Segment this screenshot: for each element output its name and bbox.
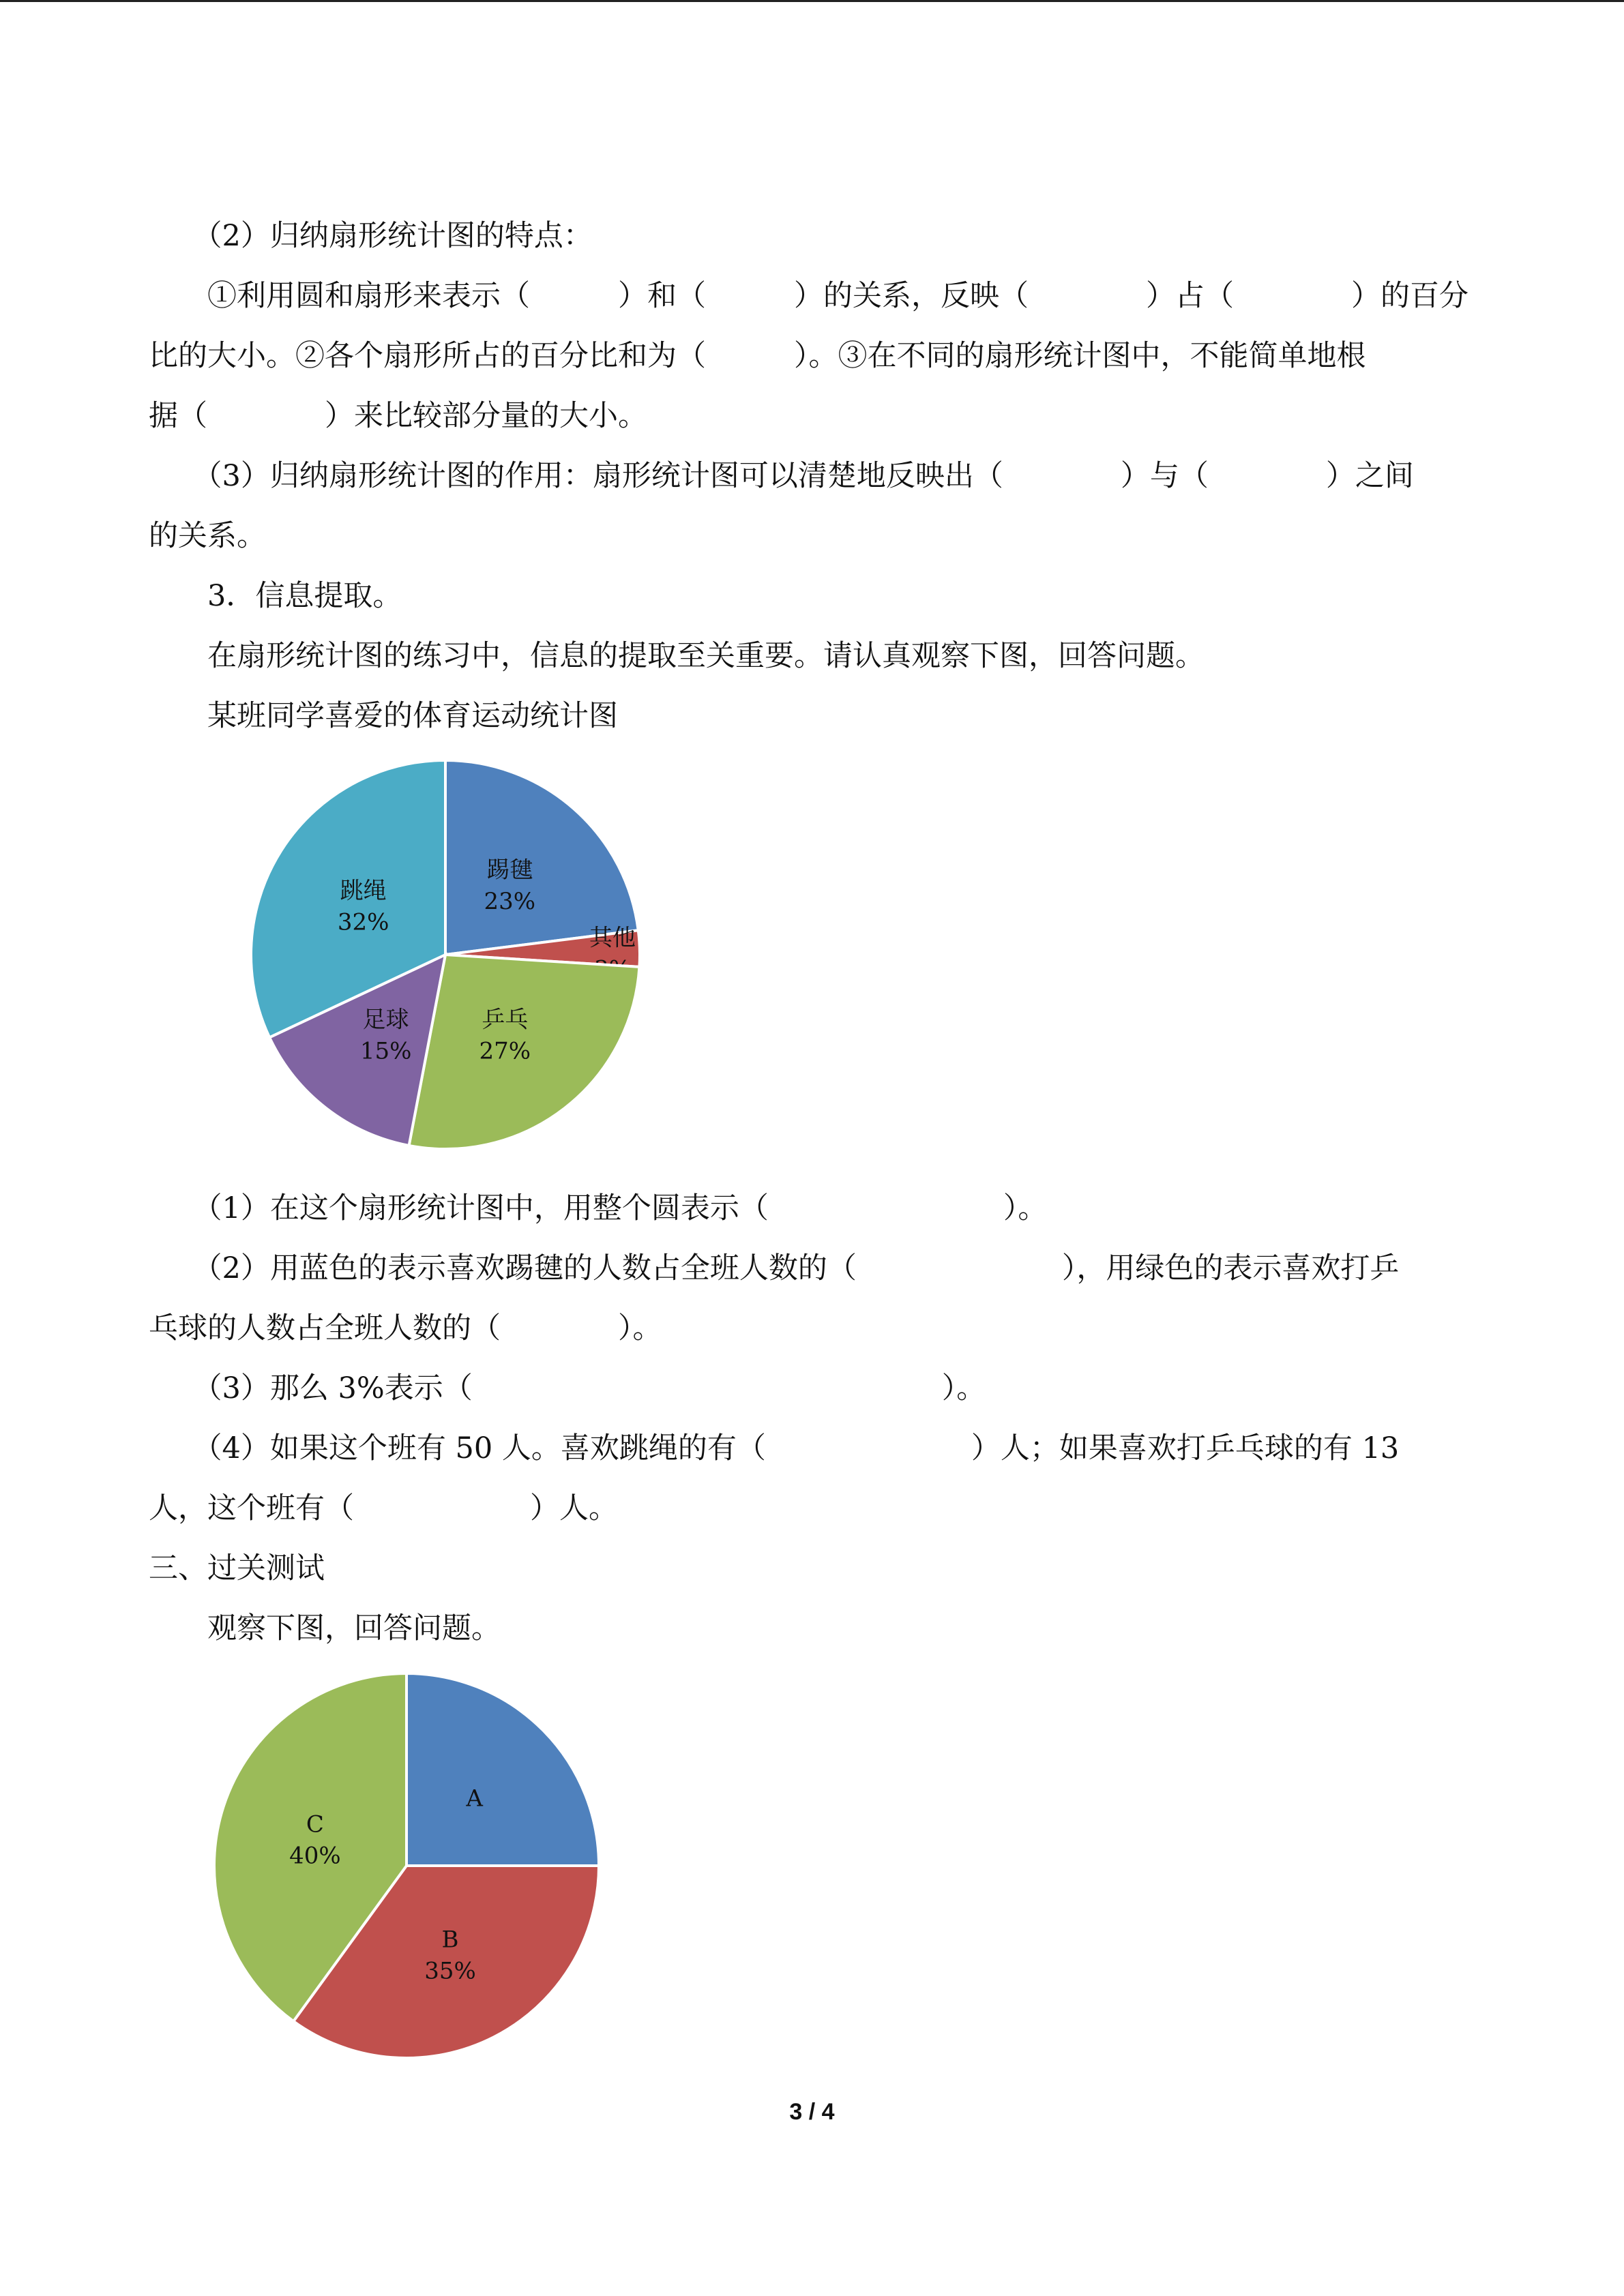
slice-label: 踢毽 bbox=[486, 856, 533, 884]
text-line: 据（ ）来比较部分量的大小。 bbox=[149, 399, 647, 433]
text-line: 在扇形统计图的练习中，信息的提取至关重要。请认真观察下图，回答问题。 bbox=[149, 639, 1205, 673]
question-line: （3）那么 3%表示（ ）。 bbox=[149, 1371, 986, 1405]
sports-pie-chart bbox=[239, 736, 662, 1173]
page-number: 3 / 4 bbox=[789, 2099, 835, 2125]
slice-percent-label: 23% bbox=[484, 888, 536, 916]
slice-label: 足球 bbox=[362, 1006, 409, 1034]
pie-slice-A bbox=[407, 1673, 599, 1866]
top-border bbox=[0, 0, 1624, 2]
text-line: 比的大小。②各个扇形所占的百分比和为（ ）。③在不同的扇形统计图中，不能简单地根 bbox=[149, 339, 1366, 373]
question-line: （4）如果这个班有 50 人。喜欢跳绳的有（ ）人；如果喜欢打乒乓球的有 13 bbox=[149, 1431, 1400, 1465]
slice-label: C bbox=[306, 1810, 324, 1838]
text-line: （2）归纳扇形统计图的特点： bbox=[149, 219, 593, 253]
text-line: 3．信息提取。 bbox=[149, 579, 402, 613]
slice-percent-label: 35% bbox=[424, 1957, 476, 1985]
text-line: 的关系。 bbox=[149, 519, 266, 553]
slice-percent-label: 40% bbox=[289, 1842, 341, 1870]
question-line: （2）用蓝色的表示喜欢踢毽的人数占全班人数的（ ），用绿色的表示喜欢打乒 bbox=[149, 1251, 1400, 1285]
question-line: 观察下图，回答问题。 bbox=[149, 1611, 501, 1645]
question-line: （1）在这个扇形统计图中，用整个圆表示（ ）。 bbox=[149, 1191, 1048, 1225]
section-heading: 三、过关测试 bbox=[149, 1551, 325, 1585]
slice-label: A bbox=[466, 1785, 483, 1813]
slice-percent-label: 32% bbox=[337, 908, 389, 936]
question-line: 乓球的人数占全班人数的（ ）。 bbox=[149, 1311, 662, 1345]
slice-label: 跳绳 bbox=[340, 877, 387, 905]
question-line: 人，这个班有（ ）人。 bbox=[149, 1491, 618, 1525]
slice-label: 乒乓 bbox=[482, 1006, 529, 1034]
slice-label: B bbox=[441, 1926, 459, 1954]
slice-percent-label: 15% bbox=[359, 1037, 412, 1065]
slice-label: 其他 bbox=[589, 924, 636, 952]
slice-percent-label: 27% bbox=[479, 1037, 531, 1065]
chart-title: 某班同学喜爱的体育运动统计图 bbox=[149, 699, 618, 733]
abc-pie-chart bbox=[205, 1657, 614, 2066]
text-line: ①利用圆和扇形来表示（ ）和（ ）的关系，反映（ ）占（ ）的百分 bbox=[149, 279, 1468, 313]
text-line: （3）归纳扇形统计图的作用：扇形统计图可以清楚地反映出（ ）与（ ）之间 bbox=[149, 459, 1414, 493]
